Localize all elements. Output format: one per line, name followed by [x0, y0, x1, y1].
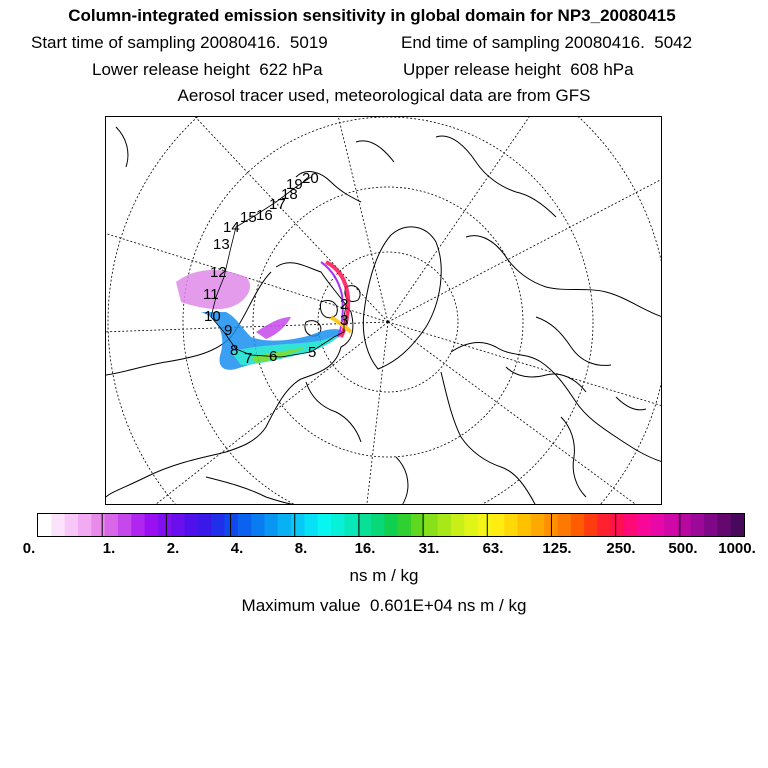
colorbar-tick-label: 4. [230, 540, 244, 557]
trajectory-label: 2 [340, 296, 349, 313]
trajectory-label: 18 [281, 186, 298, 203]
colorbar-swatch [371, 514, 385, 536]
upper-release-height-text: Upper release height 608 hPa [403, 60, 634, 79]
colorbar-swatch [691, 514, 705, 536]
colorbar-swatch [291, 514, 305, 536]
start-time-text: Start time of sampling 20080416. 5019 [31, 33, 328, 52]
trajectory-label: 20 [302, 170, 319, 187]
colorbar-swatch [464, 514, 478, 536]
maximum-value-text: Maximum value 0.601E+04 ns m / kg [241, 596, 527, 615]
colorbar-unit: ns m / kg [349, 566, 419, 585]
colorbar-swatch [331, 514, 345, 536]
latitude-circles [108, 117, 662, 505]
map-panel [105, 116, 662, 505]
colorbar-tick-label: 125. [542, 540, 572, 557]
trajectory-label: 11 [203, 286, 219, 303]
colorbar-swatch [518, 514, 532, 536]
colorbar-swatch [158, 514, 172, 536]
colorbar-swatch [531, 514, 545, 536]
colorbar-swatch [358, 514, 372, 536]
colorbar-swatch [198, 514, 212, 536]
colorbar-swatch [211, 514, 225, 536]
colorbar-swatch [491, 514, 505, 536]
colorbar-swatch [438, 514, 452, 536]
colorbar-swatch [584, 514, 598, 536]
colorbar-swatch [131, 514, 145, 536]
colorbar-tick-label: 250. [606, 540, 636, 557]
colorbar-swatch [478, 514, 492, 536]
trajectory-label: 6 [269, 348, 278, 365]
colorbar-swatch [344, 514, 358, 536]
trajectory-label: 7 [244, 350, 253, 367]
colorbar-swatch [238, 514, 252, 536]
colorbar-swatch [105, 514, 119, 536]
colorbar-swatch [251, 514, 265, 536]
tracer-note-text: Aerosol tracer used, meteorological data are from GFS [177, 86, 591, 105]
colorbar-swatch [637, 514, 651, 536]
colorbar-tick-label: 1000. [718, 540, 756, 557]
trajectory-label: 19 [286, 176, 303, 193]
colorbar-swatch [731, 514, 745, 536]
colorbar-tick-label: 8. [294, 540, 308, 557]
colorbar-tick-label: 1. [102, 540, 116, 557]
colorbar-tick-label: 63. [482, 540, 504, 557]
colorbar-swatch [398, 514, 412, 536]
colorbar-swatch [171, 514, 185, 536]
colorbar-tick-label: 500. [668, 540, 698, 557]
lower-release-height-text: Lower release height 622 hPa [92, 60, 323, 79]
trajectory-label: 3 [340, 312, 349, 329]
colorbar-tick-label: 0. [22, 540, 36, 557]
coastlines [106, 127, 662, 505]
colorbar-swatch [224, 514, 238, 536]
trajectory-label: 14 [223, 219, 240, 236]
colorbar [37, 513, 745, 537]
colorbar-swatch [384, 514, 398, 536]
trajectory-label: 12 [210, 264, 227, 281]
colorbar-tick-label: 16. [354, 540, 376, 557]
colorbar-swatch [318, 514, 332, 536]
colorbar-swatch [597, 514, 611, 536]
trajectory-label: 5 [308, 344, 317, 361]
colorbar-swatch [91, 514, 105, 536]
colorbar-swatch [118, 514, 132, 536]
end-time-text: End time of sampling 20080416. 5042 [401, 33, 693, 52]
plot-title: Column-integrated emission sensitivity in global domain for NP3_20080415 [68, 6, 676, 25]
trajectory-label: 10 [204, 308, 221, 325]
trajectory-label: 8 [230, 342, 239, 359]
colorbar-swatch [38, 514, 52, 536]
colorbar-swatch [264, 514, 278, 536]
colorbar-swatch [78, 514, 92, 536]
colorbar-swatch [145, 514, 159, 536]
colorbar-swatch [651, 514, 665, 536]
colorbar-swatch [451, 514, 465, 536]
colorbar-tick-label: 31. [418, 540, 440, 557]
colorbar-swatch [571, 514, 585, 536]
colorbar-swatch [51, 514, 65, 536]
trajectory-label: 17 [269, 196, 286, 213]
colorbar-swatch [424, 514, 438, 536]
colorbar-swatch [504, 514, 518, 536]
trajectory-label: 16 [256, 207, 273, 224]
colorbar-swatch [611, 514, 625, 536]
colorbar-swatch [558, 514, 572, 536]
colorbar-swatch [717, 514, 731, 536]
trajectory-label: 9 [224, 322, 233, 339]
colorbar-swatch [278, 514, 292, 536]
colorbar-swatch [185, 514, 199, 536]
colorbar-tick-label: 2. [166, 540, 180, 557]
trajectory-label: 13 [213, 236, 230, 253]
trajectory-label: 15 [240, 209, 257, 226]
colorbar-swatch [65, 514, 79, 536]
colorbar-swatch [664, 514, 678, 536]
polar-map [106, 117, 662, 505]
colorbar-swatch [624, 514, 638, 536]
colorbar-swatch [304, 514, 318, 536]
colorbar-swatch [704, 514, 718, 536]
meridians [106, 117, 662, 505]
